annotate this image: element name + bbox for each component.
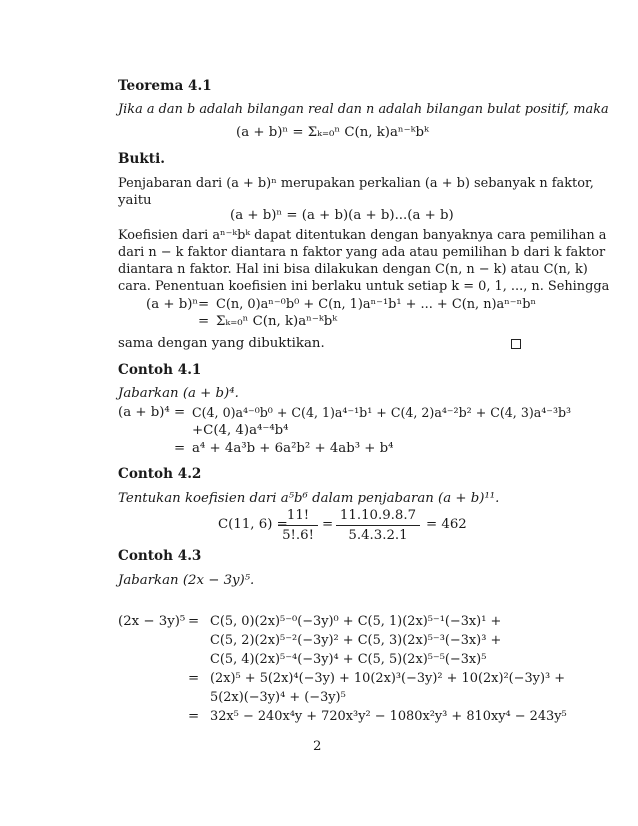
example-3-prompt: Jabarkan (2x − 3y)⁵.	[118, 573, 255, 588]
example-2-fraction-2	[336, 507, 420, 544]
example-2-fraction-1-numerator: 11!	[286, 508, 310, 523]
example-1-prompt: Jabarkan (a + b)⁴.	[118, 386, 239, 401]
example-1-rhs-3: a⁴ + 4a³b + 6a²b² + 4ab³ + b⁴	[192, 441, 394, 456]
proof-formula-1: (a + b)ⁿ = (a + b)(a + b)...(a + b)	[230, 208, 454, 223]
proof-equation-rhs-2: Σₖ₌₀ⁿ C(n, k)aⁿ⁻ᵏbᵏ	[216, 314, 338, 329]
fraction-bar	[278, 525, 318, 526]
theorem-heading: Teorema 4.1	[118, 78, 212, 94]
example-1-eq-1: =	[174, 405, 186, 420]
example-2-heading: Contoh 4.2	[118, 466, 202, 482]
fraction-bar	[336, 525, 420, 526]
example-3-eq-2: =	[188, 671, 200, 686]
proof-paragraph-line-1: Koefisien dari aⁿ⁻ᵏbᵏ dapat ditentukan dengan banyaknya cara pemilihan a	[118, 228, 607, 243]
proof-heading: Bukti.	[118, 151, 165, 167]
example-2-fraction-1	[278, 507, 318, 544]
example-2-eq-mid: =	[322, 517, 334, 532]
example-1-lhs: (a + b)⁴	[118, 405, 170, 420]
proof-equation-sign-1: =	[198, 297, 210, 312]
example-1-rhs-1: C(4, 0)a⁴⁻⁰b⁰ + C(4, 1)a⁴⁻¹b¹ + C(4, 2)a⁴⁻²b² + C(4, 3)a⁴⁻³b³	[192, 405, 572, 420]
example-2-prompt: Tentukan koefisien dari a⁵b⁶ dalam penjabaran (a + b)¹¹.	[118, 491, 500, 506]
theorem-statement: Jika a dan b adalah bilangan real dan n adalah bilangan bulat positif, maka	[118, 102, 609, 117]
qed-square	[511, 339, 521, 349]
example-1-eq-2: =	[174, 441, 186, 456]
example-3-lhs: (2x − 3y)⁵	[118, 614, 186, 629]
example-3-rhs-4: (2x)⁵ + 5(2x)⁴(−3y) + 10(2x)³(−3y)² + 10(2x)²(−3y)³ +	[210, 671, 566, 686]
proof-equation-rhs-1: C(n, 0)aⁿ⁻⁰b⁰ + C(n, 1)aⁿ⁻¹b¹ + ... + C(n, n)aⁿ⁻ⁿbⁿ	[216, 297, 537, 312]
proof-paragraph-line-2: dari n − k faktor diantara n faktor yang ada atau pemilihan b dari k faktor	[118, 245, 606, 260]
example-2-lhs: C(11, 6) =	[218, 517, 288, 532]
example-2-fraction-2-denominator: 5.4.3.2.1	[348, 528, 408, 543]
example-3-rhs-1: C(5, 0)(2x)⁵⁻⁰(−3y)⁰ + C(5, 1)(2x)⁵⁻¹(−3x)¹ +	[210, 614, 502, 629]
example-2-fraction-1-denominator: 5!.6!	[282, 528, 314, 543]
proof-paragraph-line-3: diantara n faktor. Hal ini bisa dilakukan dengan C(n, n − k) atau C(n, k)	[118, 262, 588, 277]
example-3-heading: Contoh 4.3	[118, 548, 202, 564]
example-3-rhs-5: 5(2x)(−3y)⁴ + (−3y)⁵	[210, 690, 346, 705]
example-1-rhs-2: +C(4, 4)a⁴⁻⁴b⁴	[192, 423, 289, 438]
proof-equation-lhs: (a + b)ⁿ	[146, 297, 199, 312]
page-number: 2	[313, 739, 322, 754]
example-3-eq-3: =	[188, 709, 200, 724]
example-3-rhs-6: 32x⁵ − 240x⁴y + 720x³y² − 1080x²y³ + 810xy⁴ − 243y⁵	[210, 709, 567, 724]
example-2-fraction-2-numerator: 11.10.9.8.7	[339, 508, 417, 523]
theorem-formula: (a + b)ⁿ = Σₖ₌₀ⁿ C(n, k)aⁿ⁻ᵏbᵏ	[236, 125, 429, 140]
proof-line-1: Penjabaran dari (a + b)ⁿ merupakan perkalian (a + b) sebanyak n faktor,	[118, 176, 594, 191]
proof-equation-sign-2: =	[198, 314, 210, 329]
proof-line-2: yaitu	[118, 193, 152, 208]
example-1-heading: Contoh 4.1	[118, 362, 202, 378]
example-3-rhs-2: C(5, 2)(2x)⁵⁻²(−3y)² + C(5, 3)(2x)⁵⁻³(−3x)³ +	[210, 633, 502, 648]
proof-closing: sama dengan yang dibuktikan.	[118, 336, 325, 351]
example-3-eq-1: =	[188, 614, 200, 629]
example-3-rhs-3: C(5, 4)(2x)⁵⁻⁴(−3y)⁴ + C(5, 5)(2x)⁵⁻⁵(−3x)⁵	[210, 652, 487, 667]
proof-paragraph-line-4: cara. Penentuan koefisien ini berlaku untuk setiap k = 0, 1, ..., n. Sehingga	[118, 279, 610, 294]
example-2-result: = 462	[426, 517, 467, 532]
